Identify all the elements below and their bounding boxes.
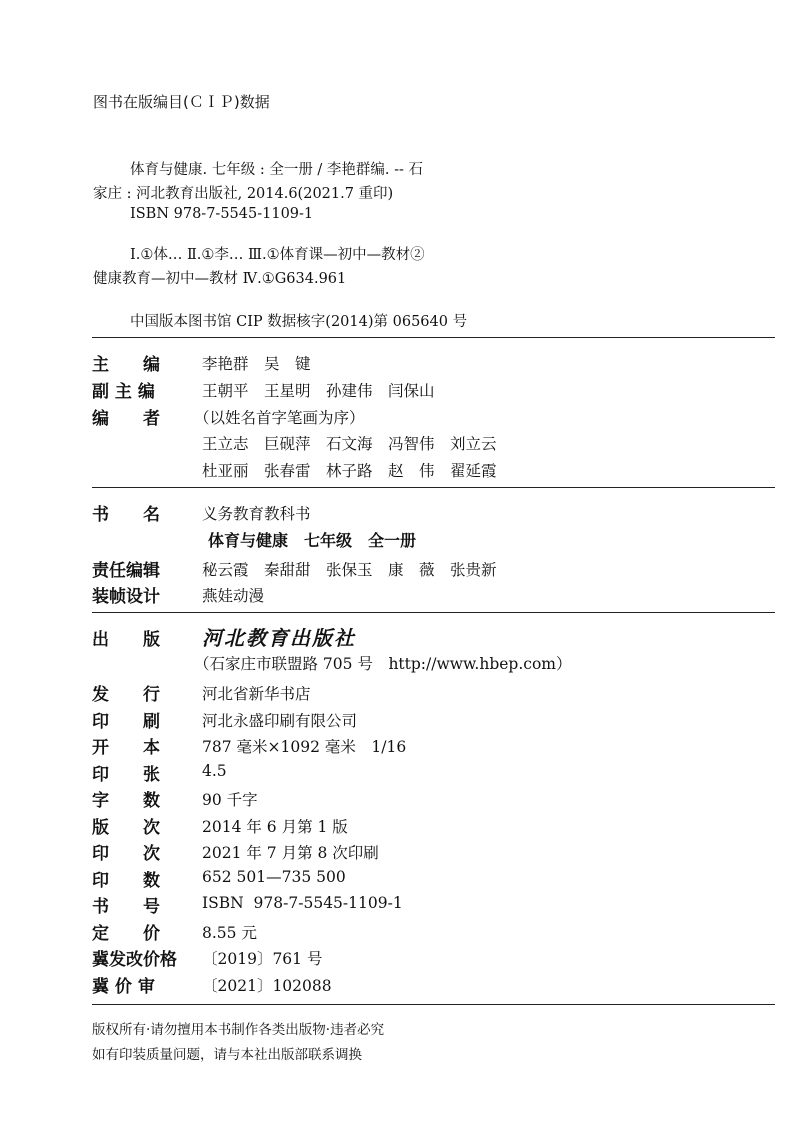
divider bbox=[92, 487, 775, 488]
detail-label: 定 价 bbox=[92, 923, 160, 944]
writers-note: （以姓名首字笔画为序） bbox=[194, 409, 365, 427]
detail-value: 2021 年 7 月第 8 次印刷 bbox=[202, 844, 379, 862]
writers-row-1: 王立志 巨砚萍 石文海 冯智伟 刘立云 bbox=[202, 435, 497, 453]
detail-value: ISBN 978-7-5545-1109-1 bbox=[202, 894, 403, 912]
detail-label: 印 刷 bbox=[92, 711, 160, 732]
design-value: 燕娃动漫 bbox=[202, 587, 265, 605]
detail-label: 印 次 bbox=[92, 844, 160, 864]
resp-editor-value: 秘云霞 秦甜甜 张保玉 康 薇 张贵新 bbox=[202, 561, 497, 579]
writers-row-2: 杜亚丽 张春雷 林子路 赵 伟 翟延霞 bbox=[202, 462, 497, 480]
detail-value: 90 千字 bbox=[202, 791, 258, 809]
book-series: 义务教育教科书 bbox=[202, 505, 311, 523]
book-name-label: 书 名 bbox=[92, 505, 160, 525]
divider bbox=[92, 337, 775, 338]
chief-editor-value: 李艳群 吴 键 bbox=[202, 355, 311, 373]
detail-label: 开 本 bbox=[92, 738, 160, 758]
book-title: 体育与健康 七年级 全一册 bbox=[208, 531, 417, 550]
detail-label: 冀发改价格 bbox=[92, 950, 177, 970]
divider bbox=[92, 612, 775, 613]
detail-value: 2014 年 6 月第 1 版 bbox=[202, 817, 348, 836]
quality-notice: 如有印装质量问题，请与本社出版部联系调换 bbox=[92, 1047, 362, 1063]
detail-value: 河北永盛印刷有限公司 bbox=[202, 711, 358, 730]
detail-label: 印 数 bbox=[92, 870, 160, 891]
publisher-logo: 河北教育出版社 bbox=[202, 626, 356, 650]
detail-label: 印 张 bbox=[92, 764, 160, 785]
publisher-address: （石家庄市联盟路 705 号 http://www.hbep.com） bbox=[194, 655, 572, 673]
detail-label: 书 号 bbox=[92, 897, 160, 917]
detail-label: 版 次 bbox=[92, 817, 160, 838]
detail-value: 787 毫米×1092 毫米 1/16 bbox=[202, 738, 407, 756]
cip-heading: 图书在版编目(ＣＩＰ)数据 bbox=[93, 93, 270, 111]
resp-editor-label: 责任编辑 bbox=[92, 561, 160, 581]
cip-classification-1: Ⅰ.①体… Ⅱ.①李… Ⅲ.①体育课—初中—教材② bbox=[130, 247, 425, 263]
cip-record-number: 中国版本图书馆 CIP 数据核字(2014)第 065640 号 bbox=[130, 314, 468, 330]
writers-label: 编 者 bbox=[92, 409, 160, 429]
deputy-editor-label: 副 主 编 bbox=[92, 382, 155, 402]
detail-value: 河北省新华书店 bbox=[202, 685, 311, 703]
publisher-label: 出 版 bbox=[92, 630, 160, 650]
detail-label: 字 数 bbox=[92, 791, 160, 811]
detail-value: 4.5 bbox=[202, 761, 227, 780]
copyright-notice: 版权所有·请勿擅用本书制作各类出版物·违者必究 bbox=[92, 1022, 385, 1038]
detail-value: 8.55 元 bbox=[202, 923, 257, 942]
deputy-editor-value: 王朝平 王星明 孙建伟 闫保山 bbox=[202, 382, 435, 400]
detail-value: 〔2019〕761 号 bbox=[202, 950, 323, 968]
detail-label: 冀 价 审 bbox=[92, 976, 155, 997]
cip-isbn: ISBN 978-7-5545-1109-1 bbox=[130, 206, 314, 222]
cip-line-2: 家庄 : 河北教育出版社, 2014.6(2021.7 重印) bbox=[93, 186, 394, 202]
detail-value: 〔2021〕102088 bbox=[202, 976, 332, 995]
detail-label: 发 行 bbox=[92, 685, 160, 705]
detail-value: 652 501—735 500 bbox=[202, 867, 346, 886]
chief-editor-label: 主 编 bbox=[92, 355, 160, 375]
design-label: 装帧设计 bbox=[92, 587, 160, 607]
cip-line-1: 体育与健康. 七年级 : 全一册 / 李艳群编. -- 石 bbox=[130, 162, 424, 178]
cip-classification-2: 健康教育—初中—教材 Ⅳ.①G634.961 bbox=[93, 271, 347, 287]
divider bbox=[92, 1004, 775, 1005]
